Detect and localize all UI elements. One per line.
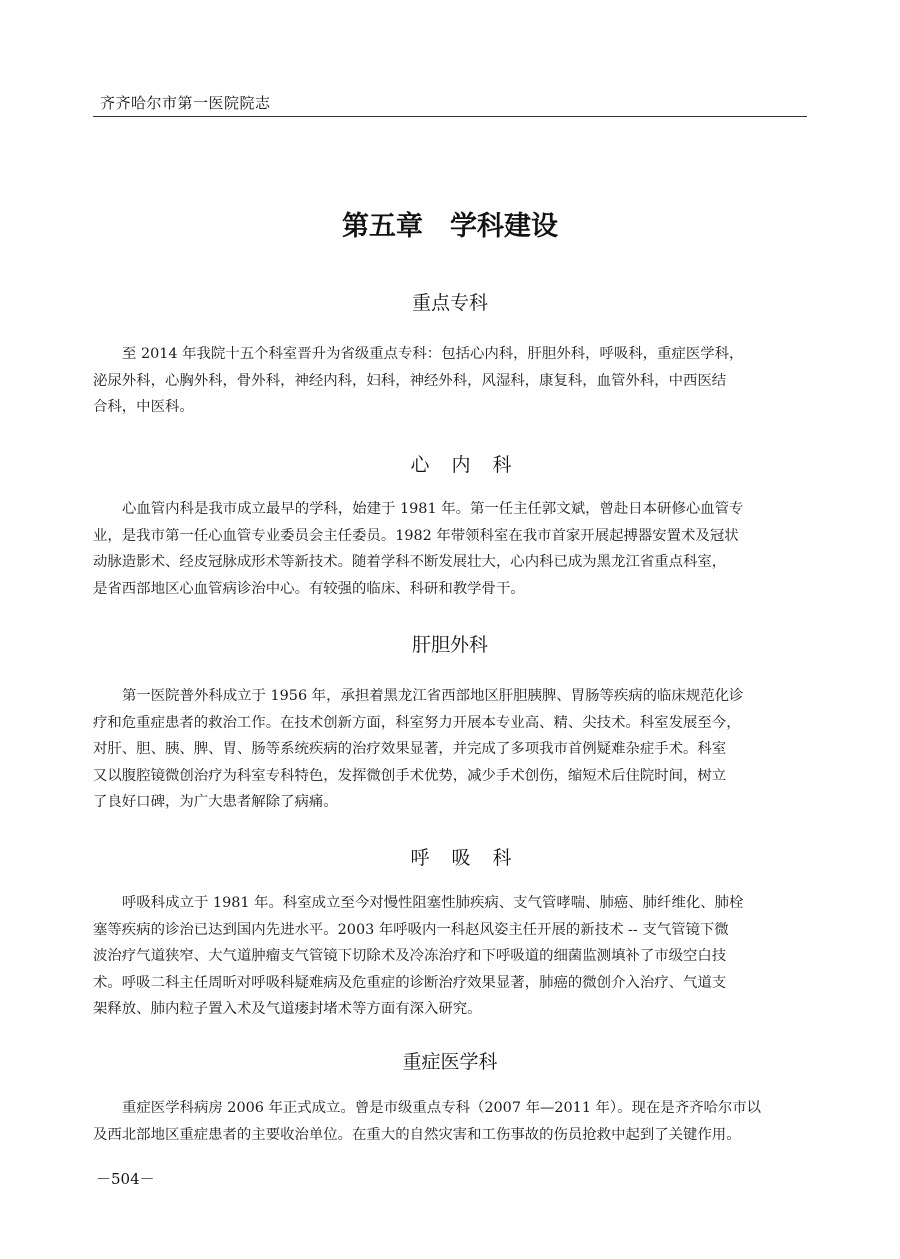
paragraph-line: 术。呼吸二科主任周昕对呼吸科疑难病及危重症的诊断治疗效果显著，肺癌的微创介入治疗、气道支 (93, 974, 727, 991)
paragraph-line: 波治疗气道狭窄、大气道肿瘤支气管镜下切除术及冷冻治疗和下呼吸道的细菌监测填补了市级空白技 (93, 948, 727, 964)
paragraph-line: 业，是我市第一任心血管专业委员会主任委员。1982 年带领科室在我市首家开展起搏器安置术及冠状 (93, 527, 739, 544)
section-title-cardiology: 心内科 (410, 454, 534, 476)
section-title-key-specialties: 重点专科 (411, 292, 488, 314)
paragraph-line: 心血管内科是我市成立最早的学科，始建于 1981 年。第一任主任郭文斌，曾赴日本研修心血管专 (122, 501, 744, 517)
chapter-title: 第五章 学科建设 (342, 211, 558, 242)
paragraph-line: 及西北部地区重症患者的主要收治单位。在重大的自然灾害和工伤事故的伤员抢救中起到了关键作用。 (93, 1126, 741, 1143)
paragraph-line: 第一医院普外科成立于 1956 年，承担着黑龙江省西部地区肝胆胰脾、胃肠等疾病的临床规范化诊 (122, 688, 744, 704)
paragraph-line: 又以腹腔镜微创治疗为科室专科特色，发挥微创手术优势，减少手术创伤，缩短术后住院时间，树立 (93, 767, 727, 784)
paragraph-line: 架释放、肺内粒子置入术及气道瘘封堵术等方面有深入研究。 (93, 1001, 482, 1017)
paragraph-line: 是省西部地区心血管病诊治中心。有较强的临床、科研和教学骨干。 (93, 580, 525, 597)
paragraph-respiratory (93, 890, 807, 1023)
paragraph-line: 塞等疾病的诊治已达到国内先进水平。2003 年呼吸内一科赵风姿主任开展的新技术 -- 支气管镜下微 (93, 921, 729, 938)
paragraph-key-specialties (93, 341, 807, 421)
paragraph-line: 呼吸科成立于 1981 年。科室成立至今对慢性阻塞性肺疾病、支气管哮喘、肺癌、肺纤维化、肺栓 (122, 895, 744, 911)
page-number: －504－ (96, 1170, 155, 1188)
section-title-hepatobiliary-surgery: 肝胆外科 (411, 634, 488, 656)
paragraph-line: 泌尿外科，心胸外科，骨外科，神经内科，妇科，神经外科，风湿科，康复科，血管外科，中西医结 (93, 372, 727, 389)
paragraph-line: 合科，中医科。 (93, 399, 194, 415)
paragraph-line: 动脉造影术、经皮冠脉成形术等新技术。随着学科不断发展壮大，心内科已成为黑龙江省重点科室， (93, 554, 727, 570)
paragraph-cardiology (93, 496, 807, 602)
section-title-critical-care: 重症医学科 (402, 1051, 498, 1073)
section-title-respiratory: 呼吸科 (410, 847, 534, 869)
paragraph-critical-care (93, 1095, 807, 1148)
paragraph-line: 对肝、胆、胰、脾、胃、肠等系统疾病的治疗效果显著，并完成了多项我市首例疑难杂症手术。科室 (93, 741, 727, 757)
paragraph-hepatobiliary-surgery (93, 683, 807, 816)
paragraph-line: 疗和危重症患者的救治工作。在技术创新方面，科室努力开展本专业高、精、尖技术。科室发展至今， (93, 714, 741, 731)
paragraph-line: 至 2014 年我院十五个科室晋升为省级重点专科：包括心内科，肝胆外科，呼吸科，重症医学科， (122, 346, 744, 362)
header-rule (93, 116, 807, 117)
paragraph-line: 重症医学科病房 2006 年正式成立。曾是市级重点专科（2007 年—2011 年）。现在是齐齐哈尔市以 (122, 1100, 762, 1116)
running-header: 齐齐哈尔市第一医院院志 (100, 94, 271, 112)
paragraph-line: 了良好口碑，为广大患者解除了病痛。 (93, 794, 338, 810)
